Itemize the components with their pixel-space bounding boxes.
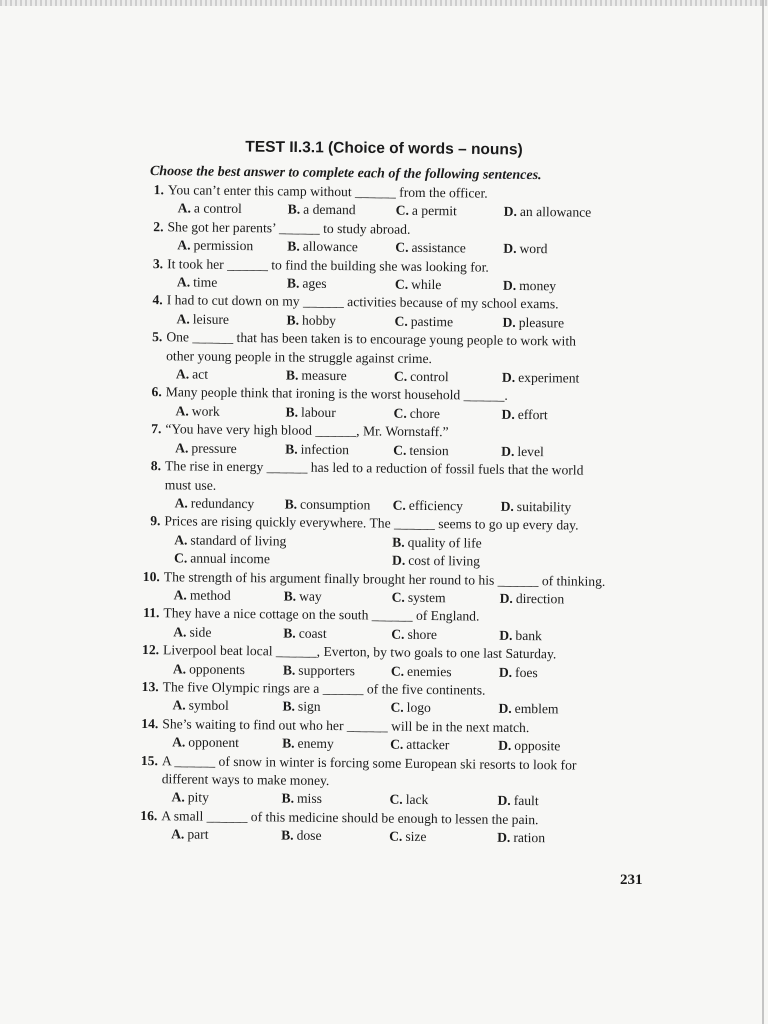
- option-letter: D.: [499, 590, 513, 606]
- option-text: logo: [406, 700, 431, 716]
- option-text: opponent: [188, 734, 240, 751]
- question-number: 11.: [143, 605, 160, 621]
- option-text: opponents: [189, 661, 246, 677]
- answer-option: [282, 698, 390, 718]
- answer-option: [284, 587, 392, 607]
- question-item: [140, 328, 661, 389]
- question-text: Liverpool beat local ______, Everton, by two goals to one last Saturday.: [163, 642, 557, 662]
- option-text: lack: [405, 792, 429, 808]
- option-text: pleasure: [518, 314, 565, 331]
- option-text: pressure: [191, 440, 237, 456]
- answer-option: [281, 827, 389, 847]
- answer-option: [283, 624, 391, 644]
- answer-option: [395, 239, 503, 259]
- option-letter: D.: [502, 277, 517, 293]
- answer-option: [498, 700, 618, 720]
- option-text: pity: [187, 789, 209, 806]
- option-text: suitability: [516, 498, 572, 515]
- answer-option: [393, 405, 501, 425]
- option-text: system: [407, 589, 446, 606]
- option-letter: A.: [173, 624, 187, 640]
- option-letter: C.: [391, 626, 405, 642]
- option-letter: C.: [395, 239, 409, 256]
- answer-option: [172, 734, 282, 754]
- question-list: [135, 181, 662, 849]
- option-text: emblem: [514, 701, 559, 717]
- answer-option: [176, 365, 286, 385]
- question-number: 12.: [142, 642, 160, 658]
- answer-option: [498, 737, 618, 757]
- page-number: 231: [620, 872, 643, 888]
- option-letter: B.: [282, 735, 295, 751]
- question-item: [137, 641, 657, 683]
- page-title: TEST II.3.1 (Choice of words – nouns): [245, 138, 523, 159]
- option-text: hobby: [301, 312, 337, 328]
- option-text: leisure: [192, 311, 230, 327]
- option-letter: C.: [393, 368, 408, 384]
- question-text-continued: must use.: [164, 476, 217, 493]
- answer-option: [175, 494, 285, 514]
- option-text: way: [299, 588, 322, 604]
- question-text: The five Olympic rings are a ______ of the five continents.: [162, 679, 486, 698]
- option-letter: A.: [172, 660, 187, 677]
- question-text: “You have very high blood ______, Mr. Wornstaff.”: [165, 421, 449, 440]
- question-text: The strength of his argument finally brought her round to his ______ of thinking.: [163, 568, 606, 589]
- option-letter: A.: [171, 826, 185, 842]
- answer-option: [501, 406, 621, 426]
- option-letter: C.: [389, 792, 403, 808]
- option-letter: D.: [502, 314, 516, 330]
- option-letter: B.: [287, 238, 300, 254]
- option-text: infection: [300, 441, 350, 457]
- option-text: coast: [298, 625, 327, 641]
- answer-option: [288, 201, 396, 221]
- question-number: 10.: [142, 568, 160, 584]
- question-text: Prices are rising quickly everywhere. The ______ seems to go up every day.: [164, 513, 579, 533]
- option-letter: C.: [394, 276, 409, 292]
- question-text: They have a nice cottage on the south ______ of England.: [163, 605, 480, 624]
- option-letter: D.: [498, 737, 512, 754]
- answer-option: [396, 202, 504, 222]
- option-letter: C.: [390, 736, 404, 752]
- option-letter: B.: [285, 404, 299, 420]
- option-letter: A.: [172, 697, 186, 713]
- question-text: One ______ that has been taken is to encourage young people to work with: [166, 329, 577, 349]
- question-number: 16.: [140, 807, 158, 824]
- answer-option: [501, 498, 621, 518]
- question-text: A ______ of snow in winter is forcing some European ski resorts to look for: [161, 752, 577, 773]
- answer-option: [501, 442, 621, 462]
- option-letter: C.: [394, 313, 408, 329]
- option-letter: A.: [174, 532, 188, 548]
- option-letter: C.: [389, 828, 403, 844]
- question-number: 4.: [152, 292, 163, 308]
- question-item: [137, 604, 657, 646]
- answer-option: [174, 531, 392, 552]
- option-letter: A.: [177, 237, 191, 253]
- answer-option: [394, 312, 502, 332]
- option-text: control: [410, 368, 449, 385]
- answer-option: [287, 238, 395, 258]
- answer-option: [391, 662, 499, 682]
- question-item: [139, 383, 659, 425]
- question-number: 3.: [152, 255, 164, 271]
- answer-option: [499, 663, 619, 683]
- question-item: [135, 752, 656, 813]
- scan-top-edge: [0, 0, 768, 6]
- option-text: pastime: [410, 313, 454, 330]
- option-text: assistance: [411, 240, 466, 256]
- option-letter: B.: [282, 698, 296, 715]
- answer-option: [504, 203, 624, 223]
- option-letter: B.: [283, 588, 297, 604]
- option-letter: D.: [391, 552, 406, 568]
- option-letter: A.: [176, 311, 190, 327]
- answer-option: [173, 623, 283, 643]
- option-letter: B.: [282, 662, 296, 678]
- answer-option: [282, 735, 390, 755]
- answer-option: [391, 625, 499, 645]
- question-item: [138, 568, 658, 610]
- option-letter: A.: [177, 200, 192, 216]
- question-number: 2.: [153, 218, 164, 235]
- instruction-text: Choose the best answer to complete each of the following sentences.: [149, 164, 542, 184]
- option-letter: C.: [395, 203, 410, 219]
- question-number: 13.: [141, 678, 159, 695]
- answer-option: [503, 240, 623, 260]
- question-item: [135, 807, 655, 849]
- answer-option: [285, 440, 393, 460]
- option-letter: B.: [285, 367, 299, 383]
- option-letter: C.: [173, 550, 188, 566]
- option-text: level: [517, 443, 544, 459]
- option-text: size: [405, 829, 427, 845]
- answer-option: [503, 277, 623, 297]
- option-text: annual income: [190, 550, 271, 567]
- answer-option: [287, 275, 395, 295]
- question-text: She’s waiting to find out who her ______ will be in the next match.: [162, 716, 530, 735]
- answer-option: [175, 439, 285, 459]
- answer-option: [389, 828, 497, 848]
- answer-option: [392, 589, 500, 609]
- answer-option: [393, 441, 501, 461]
- answer-option: [171, 826, 281, 846]
- option-letter: C.: [391, 589, 405, 605]
- option-text: enemy: [297, 735, 334, 752]
- option-text: allowance: [302, 238, 358, 255]
- answer-option: [281, 790, 389, 810]
- option-letter: C.: [390, 663, 405, 679]
- option-text: consumption: [300, 496, 371, 513]
- option-text: while: [411, 276, 442, 293]
- option-text: an allowance: [519, 204, 592, 221]
- answer-option: [286, 367, 394, 387]
- option-letter: D.: [501, 406, 515, 422]
- option-letter: D.: [498, 664, 513, 680]
- option-letter: B.: [284, 496, 298, 512]
- answer-option: [178, 200, 288, 220]
- question-number: 8.: [150, 458, 162, 474]
- option-letter: B.: [281, 827, 294, 843]
- question-text: You can’t enter this camp without ______ from the officer.: [167, 182, 488, 201]
- option-letter: C.: [392, 497, 406, 513]
- option-letter: D.: [499, 627, 513, 643]
- option-text: efficiency: [408, 497, 464, 514]
- question-text: It took her ______ to find the building she was looking for.: [167, 255, 489, 275]
- option-text: attacker: [406, 736, 450, 753]
- answer-option: [392, 552, 592, 572]
- question-item: [138, 512, 659, 573]
- option-text: supporters: [298, 662, 356, 678]
- option-text: sign: [297, 699, 321, 715]
- question-item: [139, 420, 659, 462]
- option-text: effort: [517, 406, 548, 423]
- option-text: money: [519, 277, 557, 294]
- option-text: redundancy: [190, 495, 255, 512]
- option-text: experiment: [518, 370, 580, 386]
- option-text: side: [189, 624, 212, 640]
- option-text: enemies: [407, 663, 452, 679]
- question-item: [140, 291, 660, 333]
- question-number: 5.: [152, 329, 163, 345]
- answer-option: [500, 590, 620, 610]
- option-letter: C.: [393, 442, 407, 458]
- option-text: quality of life: [407, 534, 482, 551]
- question-number: 9.: [150, 513, 161, 529]
- option-text: direction: [515, 590, 565, 607]
- option-text: symbol: [188, 697, 229, 714]
- question-item: [139, 457, 660, 518]
- option-text: a control: [193, 200, 242, 217]
- question-item: [141, 218, 661, 260]
- option-text: work: [191, 403, 220, 419]
- question-text-continued: other young people in the struggle against crime.: [166, 347, 433, 366]
- answer-option: [173, 660, 283, 680]
- option-text: labour: [300, 404, 336, 420]
- answer-option: [502, 369, 622, 389]
- answer-option: [177, 273, 287, 293]
- option-letter: B.: [392, 534, 405, 550]
- option-text: miss: [296, 791, 323, 807]
- answer-option: [392, 533, 592, 553]
- answer-option: [497, 792, 617, 812]
- question-number: 15.: [140, 752, 159, 768]
- option-letter: A.: [175, 366, 190, 382]
- answer-option: [285, 403, 393, 423]
- question-text-continued: different ways to make money.: [161, 771, 330, 788]
- option-text: foes: [515, 664, 538, 680]
- answer-option: [390, 736, 498, 756]
- answer-option: [174, 549, 392, 570]
- option-letter: A.: [171, 789, 185, 805]
- option-letter: D.: [501, 443, 515, 459]
- question-number: 7.: [151, 421, 162, 437]
- question-item: [136, 715, 656, 757]
- option-letter: B.: [286, 312, 300, 328]
- question-text: She got her parents’ ______ to study abroad.: [167, 219, 411, 237]
- option-letter: B.: [281, 790, 295, 807]
- option-letter: D.: [497, 793, 511, 809]
- answer-option: [393, 497, 501, 517]
- question-item: [136, 678, 656, 720]
- question-number: 14.: [141, 715, 159, 731]
- question-item: [141, 255, 661, 297]
- answer-option: [499, 627, 619, 647]
- option-letter: A.: [175, 440, 189, 456]
- option-letter: B.: [285, 441, 298, 457]
- answer-option: [395, 276, 503, 296]
- option-letter: C.: [390, 700, 404, 716]
- option-text: standard of living: [190, 532, 287, 549]
- option-letter: D.: [501, 369, 516, 385]
- answer-option: [177, 237, 287, 257]
- question-number: 1.: [153, 182, 164, 198]
- option-text: part: [187, 826, 209, 842]
- question-item: [142, 181, 662, 223]
- question-text: A small ______ of this medicine should be enough to lessen the pain.: [161, 808, 539, 827]
- option-text: measure: [301, 367, 347, 384]
- option-letter: D.: [498, 701, 512, 717]
- answer-option: [502, 314, 622, 334]
- option-letter: B.: [287, 201, 301, 218]
- option-text: fault: [513, 793, 539, 809]
- answer-option: [285, 495, 393, 515]
- option-letter: A.: [174, 495, 188, 511]
- answer-option: [174, 586, 284, 606]
- option-letter: D.: [500, 498, 514, 514]
- option-text: bank: [515, 627, 542, 643]
- question-text: The rise in energy ______ has led to a reduction of fossil fuels that the world: [164, 458, 584, 478]
- answer-option: [497, 829, 617, 849]
- option-text: a permit: [411, 203, 457, 219]
- answer-option: [172, 697, 282, 717]
- option-letter: A.: [175, 403, 189, 419]
- question-text: I had to cut down on my ______ activities because of my school exams.: [166, 292, 559, 312]
- option-text: word: [519, 241, 548, 257]
- option-text: a demand: [303, 202, 356, 218]
- option-text: ration: [513, 830, 546, 846]
- option-text: tension: [409, 442, 449, 458]
- option-text: method: [189, 587, 231, 603]
- answer-option: [286, 311, 394, 331]
- answer-option: [171, 789, 281, 809]
- option-text: ages: [302, 275, 327, 291]
- option-letter: D.: [497, 829, 511, 846]
- option-letter: B.: [283, 625, 296, 641]
- option-letter: A.: [172, 734, 186, 750]
- option-letter: A.: [176, 274, 191, 290]
- option-text: time: [193, 274, 218, 290]
- answer-option: [394, 368, 502, 388]
- option-text: shore: [407, 626, 438, 642]
- answer-option: [176, 310, 286, 330]
- option-text: cost of living: [408, 552, 481, 569]
- option-text: opposite: [514, 738, 561, 754]
- option-text: dose: [296, 827, 322, 844]
- option-letter: A.: [173, 587, 187, 603]
- answer-option: [390, 699, 498, 719]
- question-text: Many people think that ironing is the worst household ______.: [165, 384, 508, 404]
- answer-option: [389, 791, 497, 811]
- option-text: chore: [409, 405, 441, 422]
- option-text: act: [192, 366, 209, 382]
- answer-option: [283, 661, 391, 681]
- option-letter: D.: [503, 241, 517, 257]
- option-letter: B.: [286, 275, 300, 291]
- answer-option: [175, 402, 285, 422]
- question-number: 6.: [151, 384, 162, 400]
- option-text: permission: [193, 237, 254, 254]
- option-letter: D.: [503, 204, 517, 220]
- option-letter: C.: [393, 405, 407, 421]
